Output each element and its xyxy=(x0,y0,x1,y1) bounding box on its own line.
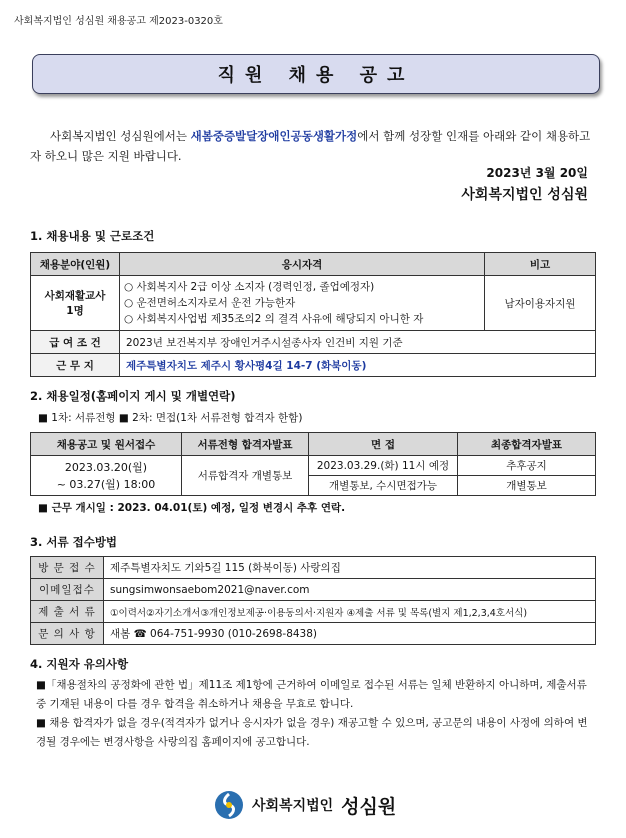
intro-paragraph xyxy=(30,126,596,166)
header-note: 비고 xyxy=(485,253,596,276)
salary-value: 2023년 보건복지부 장애인거주시설종사자 인건비 지원 기준 xyxy=(120,331,596,354)
title-banner xyxy=(32,54,600,94)
header-qualification: 응시자격 xyxy=(120,253,485,276)
header-field: 채용분야(인원) xyxy=(31,253,120,276)
email-value[interactable]: sungsimwonsaebom2021@naver.com xyxy=(104,579,596,601)
documents-label: 제 출 서 류 xyxy=(31,601,104,623)
qualification-cell xyxy=(120,276,485,331)
header-doc-result: 서류전형 합격자발표 xyxy=(182,433,309,456)
workplace-value: 제주특별자치도 제주시 황사평4길 14-7 (화북이동) xyxy=(120,354,596,377)
page-title: 직원 채용 공고 xyxy=(217,65,415,86)
submission-table xyxy=(30,556,596,645)
recruitment-table xyxy=(30,252,596,377)
schedule-table xyxy=(30,432,596,496)
caution-paragraph-1: ■「채용절차의 공정화에 관한 법」제11조 제1항에 근거하여 이메일로 접수된 서류는 일체 반환하지 아니하며, 제출서류 중 기재된 내용이 다를 경우 합격을 취소하거나 채용을 무효로 합니다. xyxy=(36,679,587,710)
field-count: 1명 xyxy=(66,305,84,317)
period-start: 2023.03.20(월) xyxy=(64,460,148,474)
visit-value: 제주특별자치도 기와5길 115 (화북이동) 사랑의집 xyxy=(104,557,596,579)
application-period xyxy=(31,456,182,496)
period-end: ~ 03.27(월) 18:00 xyxy=(56,477,156,491)
header-final: 최종합격자발표 xyxy=(458,433,596,456)
qualification-item: ○ 운전면허소지자로서 운전 가능한자 xyxy=(124,297,296,309)
note-cell: 남자이용자지원 xyxy=(485,276,596,331)
announcement-date: 2023년 3월 20일 xyxy=(486,166,588,180)
section4-heading: 4. 지원자 유의사항 xyxy=(30,657,129,671)
caution-paragraph-2: ■ 채용 합격자가 없을 경우(적격자가 없거나 응시자가 없을 경우) 재공고할 수 있으며, 공고문의 내용이 사정에 의하여 변경될 경우에는 변경사항을 사랑의집 홈페이지에 공고합니다. xyxy=(36,717,588,748)
sungsimwon-logo-icon xyxy=(214,790,244,820)
documents-value: ①이력서②자기소개서③개인정보제공·이용동의서·지원자 ④제출 서류 및 목록(별지 제1,2,3,4호서식) xyxy=(104,601,596,623)
salary-label: 급 여 조 건 xyxy=(31,331,120,354)
footer-logo xyxy=(214,790,396,820)
intro-post: 에서 함께 성장할 인재를 아래와 같이 채용하고자 하오니 많은 지원 바랍니다. xyxy=(30,129,591,163)
intro-highlight: 새봄중증발달장애인공동생활가정 xyxy=(190,129,358,143)
field-cell xyxy=(31,276,120,331)
interview-note: 개별통보, 수시면접가능 xyxy=(309,476,458,496)
header-application: 채용공고 및 원서접수 xyxy=(31,433,182,456)
section2-heading: 2. 채용일정(홈페이지 게시 및 개별연락) xyxy=(30,389,236,403)
logo-text-small: 사회복지법인 xyxy=(252,798,334,814)
section3-heading: 3. 서류 접수방법 xyxy=(30,535,118,549)
section1-heading: 1. 채용내용 및 근로조건 xyxy=(30,229,155,243)
organization-name: 사회복지법인 성심원 xyxy=(461,187,588,203)
inquiry-value: 새봄 ☎ 064-751-9930 (010-2698-8438) xyxy=(104,623,596,645)
inquiry-label: 문 의 사 항 xyxy=(31,623,104,645)
intro-pre: 사회복지법인 성심원에서는 xyxy=(50,129,191,143)
workplace-label: 근 무 지 xyxy=(31,354,120,377)
doc-result-cell: 서류합격자 개별통보 xyxy=(182,456,309,496)
interview-date: 2023.03.29.(화) 11시 예정 xyxy=(309,456,458,476)
header-interview: 면 접 xyxy=(309,433,458,456)
final-announce: 추후공지 xyxy=(458,456,596,476)
field-name: 사회재활교사 xyxy=(44,290,106,302)
email-label: 이메일접수 xyxy=(31,579,104,601)
visit-label: 방 문 접 수 xyxy=(31,557,104,579)
start-date-note: ■ 근무 개시일 : 2023. 04.01(토) 예정, 일정 변경시 추후 연락. xyxy=(38,502,346,514)
final-notify: 개별통보 xyxy=(458,476,596,496)
document-number: 사회복지법인 성심원 채용공고 제2023-0320호 xyxy=(14,16,223,27)
qualification-item: ○ 사회복지사업법 제35조의2 의 결격 사유에 해당되지 아니한 자 xyxy=(124,313,424,325)
stage-info: ■ 1차: 서류전형 ■ 2차: 면접(1차 서류전형 합격자 한함) xyxy=(38,412,303,424)
logo-text-large: 성심원 xyxy=(341,795,397,818)
qualification-item: ○ 사회복지사 2급 이상 소지자 (경력인정, 졸업예정자) xyxy=(124,281,375,293)
